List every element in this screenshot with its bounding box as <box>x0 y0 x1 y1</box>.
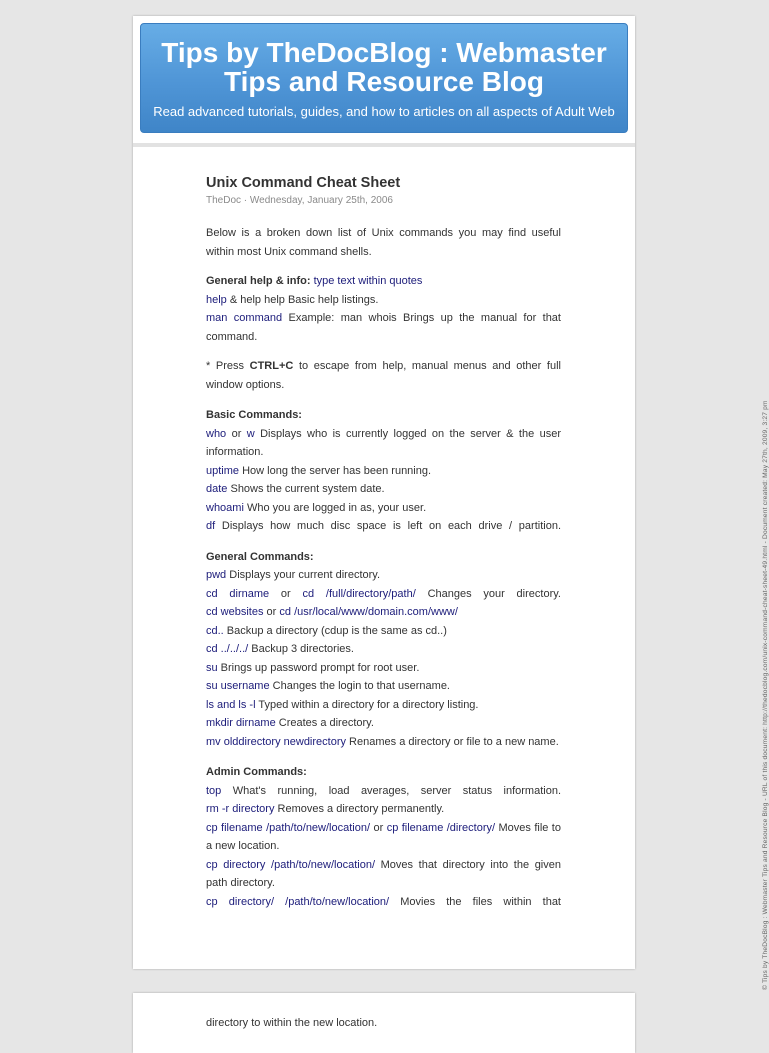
description: Who you are logged in as, your user. <box>243 501 427 514</box>
command-link[interactable]: su <box>206 661 218 674</box>
description: Movies the files within that <box>389 895 561 908</box>
list-item <box>206 499 561 518</box>
list-item <box>206 425 561 462</box>
list-item <box>206 782 561 801</box>
command-link[interactable]: ls and ls -l <box>206 698 256 711</box>
list-item <box>206 677 561 696</box>
list-item <box>206 585 561 604</box>
list-item <box>206 856 561 893</box>
document-footer-note: © Tips by TheDocBlog : Webmaster Tips and Resource Blog - URL of this document: http://thedocblog.com/unix-command-cheat-sheet-49.html - Document created: May 27th, 2009, 3:27 pm <box>762 400 769 990</box>
command-link[interactable]: top <box>206 784 222 797</box>
description: Creates a directory. <box>275 717 374 729</box>
document-page-2 <box>133 993 635 1053</box>
description: Shows the current system date. <box>227 483 385 495</box>
description: Typed within a directory for a directory listing. <box>255 698 479 711</box>
section-heading: General help & info: <box>206 275 311 287</box>
ctrl-note <box>206 357 561 394</box>
description: Displays how much disc space is left on each drive / partition. <box>215 520 561 532</box>
list-item <box>206 800 561 819</box>
command-link[interactable]: w <box>246 427 255 440</box>
description: Changes your directory. <box>415 587 561 600</box>
or-text: or <box>370 821 387 834</box>
command-link[interactable]: cd /usr/local/www/domain.com/www/ <box>279 606 458 618</box>
list-item <box>206 819 561 856</box>
command-link[interactable]: cd websites <box>206 606 264 618</box>
ctrl-keys: CTRL+C <box>249 360 294 372</box>
command-link[interactable]: who <box>206 427 227 440</box>
section-heading: Basic Commands: <box>206 409 302 421</box>
continued-text: directory to within the new location. <box>206 1017 378 1029</box>
section-heading: General Commands: <box>206 550 314 563</box>
list-item <box>206 622 561 641</box>
or-text: or <box>269 587 303 600</box>
description: Backup a directory (cdup is the same as cd..) <box>223 624 447 637</box>
command-link[interactable]: whoami <box>206 501 244 514</box>
description: How long the server has been running. <box>239 464 432 477</box>
description: Displays who is currently logged on the server & the user information. <box>206 427 561 458</box>
article-byline: TheDoc · Wednesday, January 25th, 2006 <box>206 195 393 206</box>
command-link[interactable]: cd.. <box>206 624 224 637</box>
command-link[interactable]: cd dirname <box>206 587 270 600</box>
intro-paragraph: Below is a broken down list of Unix commands you may find useful within most Unix command shells. <box>206 227 561 258</box>
list-item <box>206 291 561 310</box>
blog-subtitle: Read advanced tutorials, guides, and how to articles on all aspects of Adult Web <box>153 104 615 119</box>
description: Displays your current directory. <box>226 569 381 581</box>
list-item <box>206 517 561 536</box>
description: & help help Basic help listings. <box>226 293 379 306</box>
ctrl-prefix: * Press <box>206 360 250 372</box>
list-item <box>206 733 561 752</box>
header-separator <box>133 143 635 147</box>
list-item <box>206 696 561 715</box>
description: Removes a directory permanently. <box>274 803 445 815</box>
command-link[interactable]: cp directory/ /path/to/new/location/ <box>206 895 390 908</box>
or-text: or <box>263 606 280 618</box>
list-item <box>206 462 561 481</box>
command-link[interactable]: type text within quotes <box>313 275 423 287</box>
list-item <box>206 640 561 659</box>
document-page <box>133 16 635 969</box>
command-link[interactable]: cp directory /path/to/new/location/ <box>206 858 375 871</box>
list-item <box>206 659 561 678</box>
or-text: or <box>226 427 247 440</box>
command-link[interactable]: mkdir dirname <box>206 717 276 729</box>
command-link[interactable]: rm -r directory <box>206 803 275 815</box>
command-link[interactable]: cp filename /directory/ <box>386 821 496 834</box>
command-link[interactable]: pwd <box>206 569 227 581</box>
ctrl-suffix: to escape from help, manual menus and other full window options. <box>206 360 561 391</box>
command-link[interactable]: date <box>206 483 228 495</box>
article <box>206 174 561 911</box>
command-link[interactable]: cd /full/directory/path/ <box>302 587 416 600</box>
description: What's running, load averages, server status information. <box>221 784 561 797</box>
command-link[interactable]: man command <box>206 312 283 324</box>
list-item <box>206 714 561 733</box>
description: Moves file to a new location. <box>206 821 561 852</box>
list-item <box>206 893 561 912</box>
list-item <box>206 480 561 499</box>
blog-header <box>140 23 628 133</box>
section-heading: Admin Commands: <box>206 766 307 778</box>
list-item <box>206 309 561 346</box>
command-link[interactable]: uptime <box>206 464 240 477</box>
help-heading-line <box>206 272 561 291</box>
description: Changes the login to that username. <box>269 680 450 692</box>
command-link[interactable]: su username <box>206 680 270 692</box>
list-item <box>206 603 561 622</box>
command-link[interactable]: help <box>206 293 227 306</box>
article-title[interactable]: Unix Command Cheat Sheet <box>206 175 401 191</box>
blog-title[interactable]: Tips by TheDocBlog : Webmaster Tips and Resource Blog <box>161 37 607 97</box>
description: Brings up password prompt for root user. <box>217 661 420 674</box>
description: Moves that directory into the given path directory. <box>206 858 561 889</box>
description: Example: man whois Brings up the manual for that command. <box>206 312 561 343</box>
description: Renames a directory or file to a new name. <box>346 735 559 748</box>
command-link[interactable]: mv olddirectory newdirectory <box>206 735 346 748</box>
command-link[interactable]: df <box>206 520 216 532</box>
description: Backup 3 directories. <box>248 643 354 655</box>
list-item <box>206 566 561 585</box>
command-link[interactable]: cd ../../../ <box>206 643 249 655</box>
command-link[interactable]: cp filename /path/to/new/location/ <box>206 821 371 834</box>
